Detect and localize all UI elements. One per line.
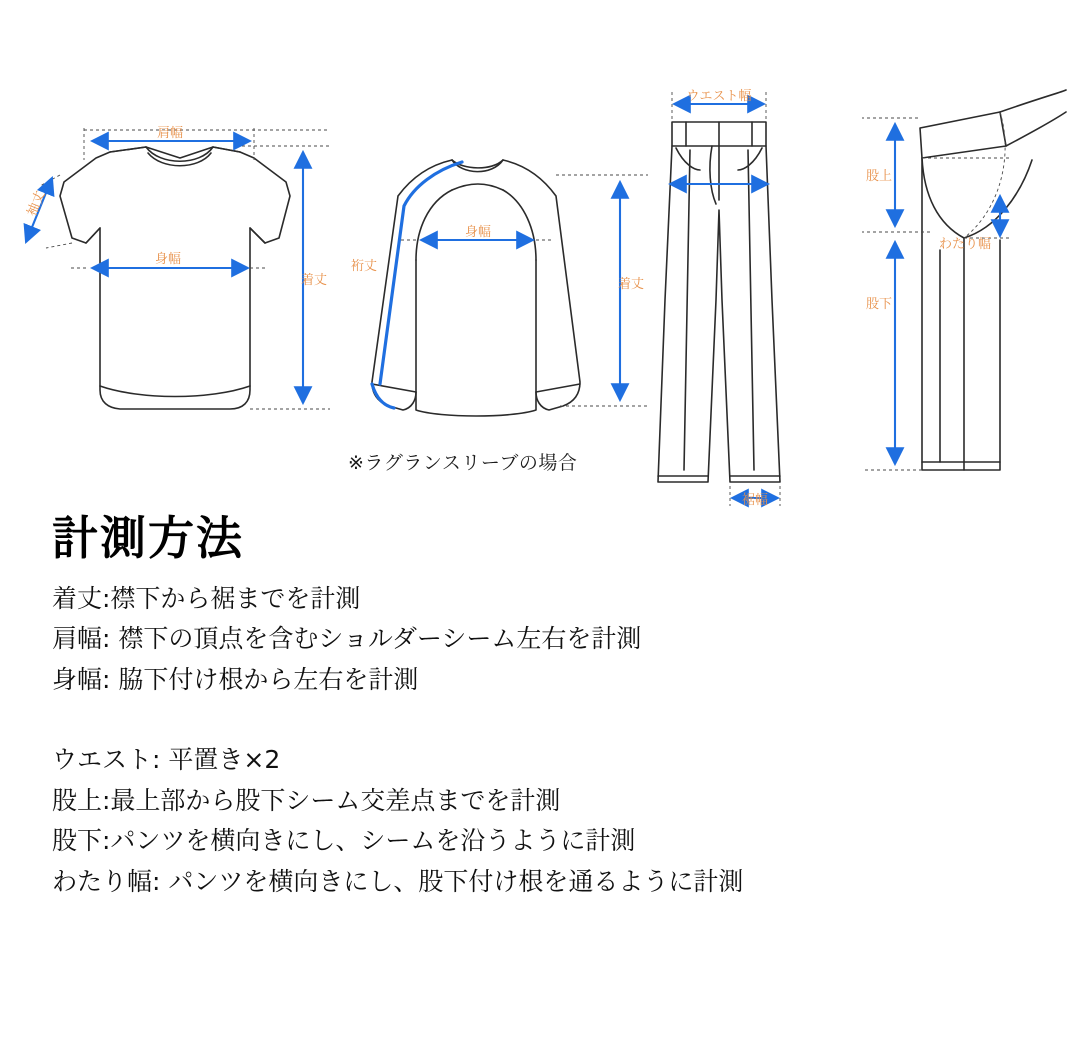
raglan-illustration	[372, 160, 580, 416]
raglan-guides	[400, 175, 648, 406]
label-waist-width: ウエスト幅	[686, 89, 752, 104]
label-sleeve-length: 袖丈	[24, 188, 49, 219]
measurement-instructions	[52, 512, 1052, 902]
pants-front-illustration	[658, 122, 780, 482]
diagram-area	[0, 0, 1080, 520]
measurement-labels	[24, 88, 991, 508]
tops-instruction-length: 着丈:襟下から裾までを計測	[52, 583, 361, 613]
bottoms-instruction-inseam: 股下:パンツを横向きにし、シームを沿うように計測	[52, 826, 636, 856]
bottoms-instruction-waist: ウエスト: 平置き×2	[52, 745, 281, 775]
label-body-width: 身幅	[154, 252, 182, 267]
label-raglan-body-width: 身幅	[464, 225, 492, 240]
bottoms-instruction-rise: 股上:最上部から股下シーム交差点までを計測	[52, 785, 561, 815]
label-shoulder-width: 肩幅	[156, 126, 184, 141]
measurement-diagram-svg	[0, 0, 1080, 520]
page-title: 計測方法	[52, 511, 244, 565]
pants-side-guides	[862, 112, 1010, 470]
label-inseam: 股下	[865, 297, 893, 312]
label-body-length: 着丈	[300, 273, 328, 288]
label-rise: 股上	[865, 169, 893, 184]
raglan-note: ※ラグランスリーブの場合	[348, 452, 578, 474]
tshirt-illustration	[60, 147, 290, 409]
pants-side-illustration	[920, 90, 1066, 470]
section-spacer	[52, 700, 1052, 740]
tops-instruction-shoulder: 肩幅: 襟下の頂点を含むショルダーシーム左右を計測	[52, 624, 642, 654]
label-raglan-sleeve-length: 裄丈	[350, 259, 378, 274]
tops-instruction-body-width: 身幅: 脇下付け根から左右を計測	[52, 664, 419, 694]
bottoms-instruction-thigh: わたり幅: パンツを横向きにし、股下付け根を通るように計測	[52, 866, 744, 896]
label-hem-width: 裾幅	[741, 493, 769, 508]
raglan-measure-arrows	[386, 166, 620, 400]
label-thigh-width: わたり幅	[938, 237, 992, 252]
pants-side-measure-arrows	[895, 124, 1000, 464]
label-raglan-body-length: 着丈	[617, 277, 645, 292]
pants-front-guides	[672, 92, 780, 506]
